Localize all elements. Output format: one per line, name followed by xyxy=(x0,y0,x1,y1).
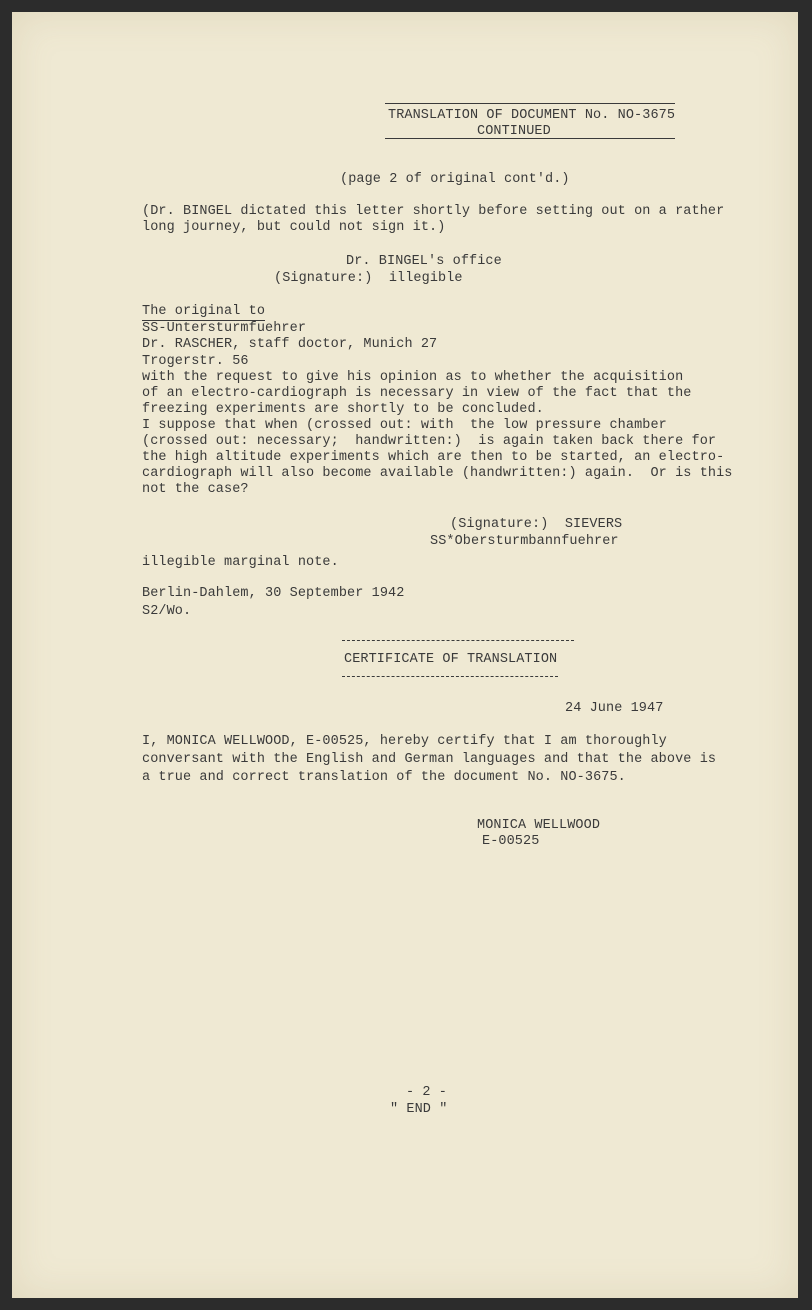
address-line: Dr. RASCHER, staff doctor, Munich 27 xyxy=(142,337,438,352)
body-line: not the case? xyxy=(142,482,249,497)
page-number: - 2 - xyxy=(406,1085,448,1100)
address-line: Trogerstr. 56 xyxy=(142,354,249,369)
signature-name: (Signature:) SIEVERS xyxy=(450,517,623,532)
office-signature: (Signature:) illegible xyxy=(274,271,463,286)
reference-code: S2/Wo. xyxy=(142,604,192,619)
header-rule-top xyxy=(385,103,675,104)
address-line: SS-Untersturmfuehrer xyxy=(142,321,307,336)
body-line: freezing experiments are shortly to be concluded. xyxy=(142,402,544,417)
note-line: (Dr. BINGEL dictated this letter shortly before setting out on a rather xyxy=(142,204,725,219)
certificate-text-line: conversant with the English and German languages and that the above is xyxy=(142,752,717,767)
translator-id: E-00525 xyxy=(482,834,540,849)
translator-name: MONICA WELLWOOD xyxy=(477,818,601,833)
place-date: Berlin-Dahlem, 30 September 1942 xyxy=(142,586,405,601)
note-line: long journey, but could not sign it.) xyxy=(142,220,446,235)
certificate-rule-bottom xyxy=(342,676,558,677)
address-heading: The original to xyxy=(142,304,266,319)
office-name: Dr. BINGEL's office xyxy=(346,254,502,269)
certificate-text-line: a true and correct translation of the document No. NO-3675. xyxy=(142,770,626,785)
body-line: of an electro-cardiograph is necessary in view of the fact that the xyxy=(142,386,692,401)
header-title: TRANSLATION OF DOCUMENT No. NO-3675 xyxy=(388,108,676,123)
signature-rank: SS*Obersturmbannfuehrer xyxy=(430,534,619,549)
body-line: cardiograph will also become available (handwritten:) again. Or is this xyxy=(142,466,733,481)
body-line: I suppose that when (crossed out: with the low pressure chamber xyxy=(142,418,667,433)
marginal-note: illegible marginal note. xyxy=(142,555,339,570)
body-line: the high altitude experiments which are then to be started, an electro- xyxy=(142,450,725,465)
body-line: with the request to give his opinion as to whether the acquisition xyxy=(142,370,684,385)
page-reference: (page 2 of original cont'd.) xyxy=(340,172,570,187)
certificate-text-line: I, MONICA WELLWOOD, E-00525, hereby certify that I am thoroughly xyxy=(142,734,667,749)
header-continued: CONTINUED xyxy=(477,124,551,139)
end-marker: " END " xyxy=(390,1102,448,1117)
certificate-title: CERTIFICATE OF TRANSLATION xyxy=(344,652,558,667)
certificate-date: 24 June 1947 xyxy=(565,701,664,716)
body-line: (crossed out: necessary; handwritten:) is again taken back there for xyxy=(142,434,717,449)
document-page xyxy=(12,12,798,1298)
header-rule-bottom xyxy=(385,138,675,139)
certificate-rule-top xyxy=(342,640,574,641)
